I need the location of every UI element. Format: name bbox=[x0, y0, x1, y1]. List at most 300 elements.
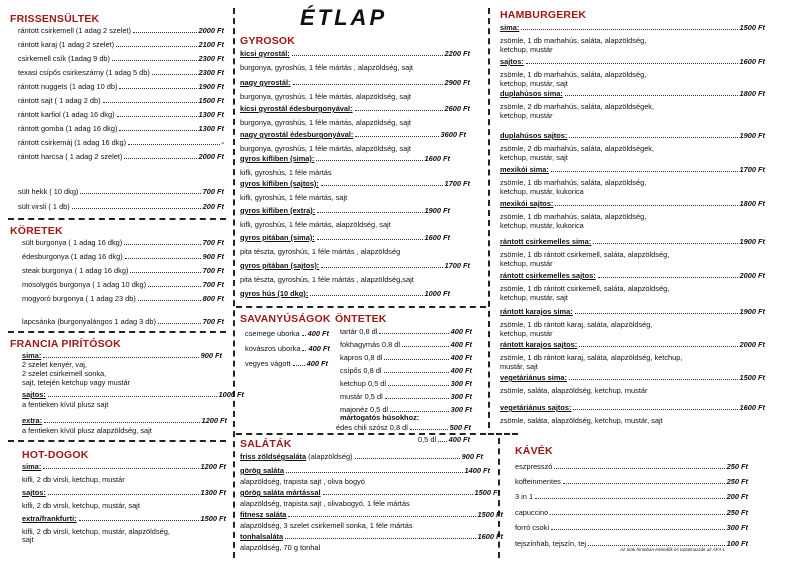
dot-leader bbox=[43, 357, 198, 358]
menu-item-row bbox=[240, 180, 470, 188]
menu-item-row bbox=[515, 524, 748, 532]
menu-item-price: 400 Ft bbox=[450, 340, 472, 349]
menu-item-name: rántott karajos sajtos: bbox=[500, 340, 578, 349]
dot-leader bbox=[117, 116, 197, 117]
menu-item-name: rántott karaj (1 adag 2 szelet) bbox=[18, 40, 115, 49]
menu-item-name: tonhalsaláta bbox=[240, 532, 284, 541]
menu-item-price: 400 Ft bbox=[450, 353, 472, 362]
menu-item-name: rántott harcsa ( 1 adag 2 szelet) bbox=[18, 152, 123, 161]
menu-item-name: sima: bbox=[500, 23, 520, 32]
dot-leader bbox=[565, 95, 738, 96]
menu-item-row bbox=[500, 404, 765, 412]
menu-item-description: alapzöldség, 3 szelet csirkemell sonka, 1 féle mártás bbox=[240, 521, 413, 530]
dot-leader bbox=[44, 422, 199, 423]
menu-item-price: 1900 Ft bbox=[424, 206, 450, 215]
menu-item-row bbox=[18, 55, 224, 63]
menu-item-description: mustár, sajt bbox=[500, 362, 538, 371]
menu-item-description: ketchup, mustár bbox=[500, 111, 553, 120]
section-title-frissensultek: FRISSENSÜLTEK bbox=[10, 13, 100, 25]
francia-sima-desc-1: 2 szelet kenyér, vaj, bbox=[22, 360, 87, 369]
menu-item-price: 250 Ft bbox=[726, 508, 748, 517]
menu-item-name: vegetáriánus sajtos: bbox=[500, 403, 572, 412]
menu-item-name: fitnesz saláta bbox=[240, 510, 287, 519]
menu-item-name: kicsi gyrostál édesburgonyával: bbox=[240, 104, 353, 113]
menu-item-price: 300 Ft bbox=[450, 392, 472, 401]
dot-leader bbox=[288, 516, 475, 517]
menu-item-price: 400 Ft bbox=[308, 344, 330, 353]
menu-item-price: 900 Ft bbox=[461, 452, 483, 461]
menu-item-row bbox=[340, 341, 472, 349]
francia-extra-row bbox=[22, 417, 227, 425]
menu-item-price: 700 Ft bbox=[202, 317, 224, 326]
menu-item-row bbox=[500, 24, 765, 32]
francia-sajtos-name: sajtos: bbox=[22, 390, 46, 399]
menu-item-name: kicsi gyrostál: bbox=[240, 49, 290, 58]
menu-item-row bbox=[22, 489, 226, 497]
menu-item-price: 1900 Ft bbox=[739, 237, 765, 246]
dot-leader bbox=[317, 212, 422, 213]
section-title-ontetek: ÖNTETEK bbox=[335, 313, 387, 325]
dot-leader bbox=[119, 130, 196, 131]
page-title: ÉTLAP bbox=[300, 5, 388, 30]
dot-leader bbox=[575, 313, 738, 314]
menu-item-price: 2200 Ft bbox=[444, 49, 470, 58]
francia-sajtos-row bbox=[22, 391, 244, 399]
dot-leader bbox=[302, 350, 306, 351]
dot-leader bbox=[152, 74, 197, 75]
dot-leader bbox=[569, 137, 737, 138]
menu-item-name: steak burgonya ( 1 adag 16 dkg) bbox=[22, 266, 129, 275]
menu-item-name: csirkemell csík (1adag 9 db) bbox=[18, 54, 111, 63]
menu-item-description: kifli, 2 db virsli, ketchup, mustár bbox=[22, 475, 125, 484]
menu-item-description: zsömle, 1 db rántott karaj, saláta, alapzöldség, bbox=[500, 320, 653, 329]
menu-item-name: friss zöldségsaláta bbox=[240, 452, 307, 461]
menu-item-row bbox=[18, 188, 224, 196]
menu-item-price: 700 Ft bbox=[202, 280, 224, 289]
dot-leader bbox=[286, 472, 463, 473]
menu-item-row bbox=[240, 262, 470, 270]
menu-item-row bbox=[240, 511, 503, 519]
menu-item-price: 1700 Ft bbox=[444, 179, 470, 188]
menu-item-name: duplahúsos sima: bbox=[500, 89, 563, 98]
menu-item-description: ketchup, mustár, kukorica bbox=[500, 221, 584, 230]
menu-item-row bbox=[515, 463, 748, 471]
dot-leader bbox=[438, 441, 447, 442]
dot-leader bbox=[138, 300, 201, 301]
menu-item-name: koffeinmentes bbox=[515, 477, 561, 486]
menu-item-row bbox=[500, 200, 765, 208]
menu-item-description: zsömle, saláta, alapzöldség, ketchup, mustár bbox=[500, 386, 648, 395]
menu-item-price: 1600 Ft bbox=[424, 233, 450, 242]
dot-leader bbox=[302, 335, 306, 336]
section-title-savanyusagok: SAVANYÚSÁGOK bbox=[240, 313, 331, 325]
menu-item-row bbox=[18, 203, 224, 211]
dot-leader bbox=[130, 272, 200, 273]
menu-item-description: kifli, gyroshús, 1 féle mártás, alapzöldség, sajt bbox=[240, 220, 391, 229]
dot-leader bbox=[80, 193, 200, 194]
menu-item-name: vegyes vágott bbox=[245, 359, 291, 368]
menu-item-price: 1300 Ft bbox=[200, 488, 226, 497]
menu-item-row bbox=[22, 295, 224, 303]
menu-item-row bbox=[500, 341, 765, 349]
dot-leader bbox=[124, 158, 196, 159]
menu-item-name: kovászos uborka bbox=[245, 344, 301, 353]
dot-leader bbox=[410, 429, 448, 430]
dot-leader bbox=[133, 32, 197, 33]
dot-leader bbox=[48, 396, 217, 397]
menu-item-row bbox=[240, 290, 450, 298]
menu-item-row bbox=[240, 467, 490, 475]
menu-item-price: 900 Ft bbox=[202, 252, 224, 261]
menu-item-price: 400 Ft bbox=[448, 435, 470, 444]
dot-leader bbox=[551, 171, 738, 172]
dot-leader bbox=[317, 239, 423, 240]
menu-item-row bbox=[336, 424, 471, 432]
menu-item-row bbox=[22, 239, 224, 247]
menu-item-row bbox=[22, 463, 226, 471]
menu-item-price: 1900 Ft bbox=[739, 131, 765, 140]
menu-item-name: nagy gyrostál édesburgonyával: bbox=[240, 130, 354, 139]
menu-item-row bbox=[22, 318, 224, 326]
dot-leader bbox=[125, 258, 201, 259]
menu-item-description: zsömle, 1 db rántott karaj, saláta, alapzöldség, ketchup, bbox=[500, 353, 683, 362]
menu-item-row bbox=[340, 367, 472, 375]
francia-extra-name: extra: bbox=[22, 416, 43, 425]
menu-item-row bbox=[18, 97, 224, 105]
menu-item-name: sajtos: bbox=[500, 57, 524, 66]
menu-item-price: 300 Ft bbox=[726, 523, 748, 532]
menu-item-price: 700 Ft bbox=[202, 238, 224, 247]
menu-item-name: rántott gomba (1 adag 16 dkg) bbox=[18, 124, 118, 133]
menu-item-name: vegetáriánus sima: bbox=[500, 373, 567, 382]
menu-item-name: sült burgonya ( 1 adag 16 dkg) bbox=[22, 238, 123, 247]
dot-leader bbox=[593, 243, 737, 244]
dot-leader bbox=[569, 379, 738, 380]
menu-item-row bbox=[245, 330, 328, 338]
dot-leader bbox=[402, 346, 449, 347]
dot-leader bbox=[112, 60, 197, 61]
menu-item-description: ketchup, mustár bbox=[500, 259, 553, 268]
menu-item-extra: (alapzöldség) bbox=[308, 452, 353, 461]
menu-item-name: rántott csirkemelles sima: bbox=[500, 237, 592, 246]
menu-item-description: pita tészta, gyroshús, 1 féle mártás , alapzöldség,sajt bbox=[240, 275, 414, 284]
menu-item-name: mosolygós burgonya ( 1 adag 10 dkg) bbox=[22, 280, 147, 289]
menu-item-name: mexikói sima: bbox=[500, 165, 549, 174]
menu-item-price: 100 Ft bbox=[726, 539, 748, 548]
menu-item-name: mexikói sajtos: bbox=[500, 199, 554, 208]
menu-item-name: tartár 0,8 dl bbox=[340, 327, 378, 336]
dot-leader bbox=[323, 494, 473, 495]
menu-item-price: 1400 Ft bbox=[464, 466, 490, 475]
menu-item-description: zsömle, 1 db marhahús, saláta, alapzöldség, bbox=[500, 178, 647, 187]
menu-item-price: 2300 Ft bbox=[198, 68, 224, 77]
menu-item-description: burgonya, gyroshús, 1 féle mártás, alapzöldség, sajt bbox=[240, 118, 411, 127]
menu-item-description: pita tészta, gyroshús, 1 féle mártás , alapzöldség bbox=[240, 247, 401, 256]
menu-item-price: 300 Ft bbox=[450, 405, 472, 414]
menu-item-row bbox=[18, 41, 224, 49]
dot-leader bbox=[588, 545, 725, 546]
menu-item-name: mustár 0,5 dl bbox=[340, 392, 383, 401]
dot-leader bbox=[285, 538, 475, 539]
dot-leader bbox=[293, 365, 305, 366]
dot-leader bbox=[43, 468, 198, 469]
menu-item-description: zsömle, 1 db marhahús, saláta, alapzöldség, bbox=[500, 212, 647, 221]
menu-item-row bbox=[240, 453, 483, 461]
section-title-koretek: KÖRETEK bbox=[10, 225, 63, 237]
menu-item-row bbox=[18, 139, 224, 147]
menu-item-name: extra/frankfurti: bbox=[22, 514, 77, 523]
menu-item-row bbox=[240, 489, 500, 497]
menu-item-name: rántott karfiol (1 adag 16 dkg) bbox=[18, 110, 115, 119]
dot-leader bbox=[293, 84, 443, 85]
menu-item-name: eszpresszó bbox=[515, 462, 553, 471]
menu-item-row bbox=[18, 27, 224, 35]
dot-leader bbox=[521, 29, 737, 30]
menu-item-price: 2300 Ft bbox=[198, 54, 224, 63]
menu-item-description: alapzöldség, trapista sajt , oliva bogyó bbox=[240, 477, 365, 486]
menu-item-name: rántott csirkemell (1 adag 2 szelet) bbox=[18, 26, 131, 35]
menu-item-name: texasi csípős csirkeszárny (1 adag 5 db) bbox=[18, 68, 150, 77]
menu-item-row bbox=[18, 111, 224, 119]
menu-item-description: alapzöldség, trapista sajt , olivabogyó, 1 féle mártás bbox=[240, 499, 410, 508]
menu-item-description: kifli, gyroshús, 1 féle mártás, sajt bbox=[240, 193, 348, 202]
dot-leader bbox=[355, 110, 443, 111]
menu-item-row bbox=[515, 509, 748, 517]
divider-left-1 bbox=[8, 218, 226, 220]
menu-item-price: - bbox=[221, 138, 224, 147]
menu-item-name: capuccino bbox=[515, 508, 549, 517]
dot-leader bbox=[551, 529, 725, 530]
menu-item-name: gyros kifliben (extra): bbox=[240, 206, 316, 215]
dot-leader bbox=[526, 63, 738, 64]
francia-sima-desc-2: 2 szelet csirkemell sonka, bbox=[22, 369, 107, 378]
dot-leader bbox=[119, 88, 196, 89]
menu-item-description: ketchup, mustár bbox=[500, 329, 553, 338]
dot-leader bbox=[385, 398, 449, 399]
divider-left-3 bbox=[8, 440, 226, 442]
menu-item-description: zsömle, 1 db marhahús, saláta, alapzöldség, bbox=[500, 70, 647, 79]
menu-item-price: 300 Ft bbox=[450, 379, 472, 388]
menu-item-name: sült hekk ( 10 dkg) bbox=[18, 187, 79, 196]
menu-item-price: 1900 Ft bbox=[198, 82, 224, 91]
menu-item-row bbox=[500, 166, 765, 174]
dot-leader bbox=[550, 514, 724, 515]
menu-item-price: 400 Ft bbox=[450, 327, 472, 336]
menu-item-name: forró csoki bbox=[515, 523, 550, 532]
menu-item-row bbox=[500, 90, 765, 98]
divider-right-h bbox=[488, 433, 518, 435]
menu-item-price: 1500 Ft bbox=[477, 510, 503, 519]
menu-item-description: kifli, 2 db virsli, ketchup, mustár, sajt bbox=[22, 501, 140, 510]
menu-item-row bbox=[18, 125, 224, 133]
menu-item-price: 1600 Ft bbox=[424, 154, 450, 163]
dot-leader bbox=[310, 295, 422, 296]
menu-item-row bbox=[18, 83, 224, 91]
menu-item-name: édesburgonya (1 adag 16 dkg) bbox=[22, 252, 123, 261]
menu-item-row bbox=[245, 345, 328, 353]
menu-item-name: gyros kifliben (sajtos): bbox=[240, 179, 319, 188]
section-title-salatak: SALÁTÁK bbox=[240, 438, 292, 450]
menu-item-description: ketchup, mustár, sajt bbox=[500, 79, 568, 88]
menu-item-price: 400 Ft bbox=[306, 359, 328, 368]
menu-item-description: ketchup, mustár bbox=[500, 45, 553, 54]
menu-item-name: gyros pitában (sima): bbox=[240, 233, 315, 242]
menu-item-name: édes chili szósz 0,8 dl bbox=[336, 423, 408, 432]
section-title-gyrosok: GYROSOK bbox=[240, 35, 296, 47]
menu-item-description: zsömle, 1 db rántott csirkemell, saláta, alapzöldség, bbox=[500, 284, 670, 293]
menu-item-description: zsömle, 1 db rántott csirkemell, saláta, alapzöldség, bbox=[500, 250, 670, 259]
divider-right bbox=[488, 8, 490, 428]
menu-item-price: 2100 Ft bbox=[198, 40, 224, 49]
menu-item-price: 1500 Ft bbox=[739, 373, 765, 382]
menu-item-row bbox=[500, 308, 765, 316]
menu-item-price: 1500 Ft bbox=[200, 514, 226, 523]
menu-item-price: 800 Ft bbox=[202, 294, 224, 303]
menu-item-row bbox=[22, 253, 224, 261]
menu-item-row bbox=[240, 533, 503, 541]
menu-item-name: tejszínhab, tejszín, tej bbox=[515, 539, 587, 548]
menu-item-name: kapros 0,8 dl bbox=[340, 353, 383, 362]
menu-item-name: sima: bbox=[22, 462, 42, 471]
menu-item-name: ketchup 0,5 dl bbox=[340, 379, 387, 388]
francia-sajtos-price: 1000 Ft bbox=[218, 390, 244, 399]
menu-item-price: 1700 Ft bbox=[739, 165, 765, 174]
dot-leader bbox=[535, 498, 725, 499]
menu-item-row bbox=[500, 132, 765, 140]
menu-item-name: sült virsli ( 1 db) bbox=[18, 202, 70, 211]
dot-leader bbox=[128, 144, 219, 145]
dot-leader bbox=[579, 346, 737, 347]
menu-item-description: alapzöldség, 70 g tonhal bbox=[240, 543, 321, 552]
menu-item-description: kifli, gyroshús, 1 féle mártás bbox=[240, 168, 332, 177]
menu-item-row bbox=[22, 515, 226, 523]
menu-item-row bbox=[515, 493, 748, 501]
menu-item-description: burgonya, gyroshús, 1 féle mártás , alapzöldség, sajt bbox=[240, 63, 413, 72]
divider-mid-1 bbox=[236, 306, 486, 308]
dot-leader bbox=[379, 333, 448, 334]
menu-item-row bbox=[240, 79, 470, 87]
menu-item-price: 1800 Ft bbox=[739, 199, 765, 208]
menu-item-name: lapcsánka (burgonyalángos 1 adag 3 db) bbox=[22, 317, 156, 326]
menu-item-name: görög saláta mártással bbox=[240, 488, 321, 497]
menu-item-price: 250 Ft bbox=[726, 462, 748, 471]
menu-item-name: rántott karajos sima: bbox=[500, 307, 573, 316]
menu-item-price: 2000 Ft bbox=[739, 271, 765, 280]
dot-leader bbox=[384, 359, 448, 360]
dot-leader bbox=[390, 411, 449, 412]
francia-extra-price: 1200 Ft bbox=[201, 416, 227, 425]
dot-leader bbox=[355, 136, 438, 137]
dot-leader bbox=[48, 494, 199, 495]
menu-item-price: 2000 Ft bbox=[198, 26, 224, 35]
dot-leader bbox=[573, 409, 737, 410]
menu-item-price: 1200 Ft bbox=[200, 462, 226, 471]
menu-item-row bbox=[340, 393, 472, 401]
menu-item-price: 2600 Ft bbox=[444, 104, 470, 113]
footnote: Az árak forintban értendők és tartalmazzák az ÁFÁ-t. bbox=[620, 547, 726, 552]
menu-item-description: zsömle, saláta, alapzöldség, ketchup, mustár, sajt bbox=[500, 416, 663, 425]
menu-item-description: burgonya, gyroshús, 1 féle mártás, alapzöldség, sajt bbox=[240, 92, 411, 101]
menu-item-row bbox=[240, 50, 470, 58]
dot-leader bbox=[158, 323, 201, 324]
menu-item-price: 700 Ft bbox=[202, 187, 224, 196]
menu-item-name: duplahúsos sajtos: bbox=[500, 131, 568, 140]
menu-item-price: 400 Ft bbox=[450, 366, 472, 375]
menu-item-price: 2900 Ft bbox=[444, 78, 470, 87]
menu-item-name: nagy gyrostál: bbox=[240, 78, 291, 87]
dot-leader bbox=[388, 385, 449, 386]
menu-item-price: 1500 Ft bbox=[198, 96, 224, 105]
section-title-francia: FRANCIA PIRÍTÓSOK bbox=[10, 338, 121, 350]
menu-item-row bbox=[340, 354, 472, 362]
francia-extra-desc: a fentieken kívül plusz alapzöldség, sajt bbox=[22, 426, 152, 435]
menu-item-price: 1000 Ft bbox=[424, 289, 450, 298]
menu-item-name: rántott nuggets (1 adag 10 db) bbox=[18, 82, 118, 91]
menu-item-description: burgonya, gyroshús, 1 féle mártás, alapzöldség, sajt bbox=[240, 144, 411, 153]
dot-leader bbox=[598, 277, 738, 278]
menu-item-price: 400 Ft bbox=[307, 329, 330, 338]
menu-item-row bbox=[340, 380, 472, 388]
dot-leader bbox=[554, 468, 724, 469]
menu-item-price: 1600 Ft bbox=[477, 532, 503, 541]
francia-sima-name: sima: bbox=[22, 351, 42, 360]
menu-item-name: mogyoró burgonya ( 1 adag 23 db) bbox=[22, 294, 136, 303]
divider-left bbox=[233, 8, 235, 558]
menu-item-price: 500 Ft bbox=[449, 423, 471, 432]
dot-leader bbox=[563, 483, 725, 484]
dot-leader bbox=[355, 458, 460, 459]
menu-item-price: 3600 Ft bbox=[440, 130, 466, 139]
menu-item-name: gyros pitában (sajtos): bbox=[240, 261, 320, 270]
menu-item-price: 1300 Ft bbox=[198, 110, 224, 119]
menu-item-row bbox=[500, 374, 765, 382]
menu-item-price: 1600 Ft bbox=[739, 57, 765, 66]
dot-leader bbox=[321, 185, 443, 186]
menu-item-row bbox=[418, 436, 470, 444]
menu-item-description: zsömle, 2 db marhahús, saláta, alapzöldségek, bbox=[500, 102, 655, 111]
menu-item-row bbox=[240, 155, 450, 163]
menu-item-price: 1800 Ft bbox=[739, 89, 765, 98]
menu-item-row bbox=[245, 360, 328, 368]
menu-item-row bbox=[22, 267, 224, 275]
menu-item-row bbox=[500, 272, 765, 280]
menu-item-row bbox=[240, 131, 466, 139]
menu-item-row bbox=[22, 281, 224, 289]
menu-item-name: rántott csirkemelles sajtos: bbox=[500, 271, 596, 280]
menu-item-name: gyros kifliben (sima): bbox=[240, 154, 315, 163]
menu-item-row bbox=[500, 238, 765, 246]
menu-item-price: 250 Ft bbox=[726, 477, 748, 486]
menu-item-price: 1500 Ft bbox=[474, 488, 500, 497]
menu-item-price: 700 Ft bbox=[202, 266, 224, 275]
menu-item-price: 1600 Ft bbox=[739, 403, 765, 412]
dot-leader bbox=[72, 208, 201, 209]
section-title-hamburgerek: HAMBURGEREK bbox=[500, 9, 587, 21]
menu-item-name: rántott sajt ( 1 adag 2 db) bbox=[18, 96, 101, 105]
menu-item-price: 2000 Ft bbox=[198, 152, 224, 161]
francia-sima-price: 900 Ft bbox=[200, 351, 222, 360]
menu-item-name: sajtos: bbox=[22, 488, 46, 497]
menu-item-price: 1300 Ft bbox=[198, 124, 224, 133]
divider-left-2 bbox=[8, 331, 226, 333]
menu-item-description: kifli, 2 db virsli, ketchup, mustár, alapzöldség, sajt bbox=[22, 527, 170, 545]
menu-item-name: majonéz 0,5 dl bbox=[340, 405, 389, 414]
menu-item-price: 200 Ft bbox=[726, 492, 748, 501]
menu-item-price: 1700 Ft bbox=[444, 261, 470, 270]
menu-item-name: 0,5 dl bbox=[418, 435, 437, 444]
menu-item-row bbox=[340, 328, 472, 336]
menu-item-description: zsömle, 1 db marhahús, saláta, alapzöldség, bbox=[500, 36, 647, 45]
